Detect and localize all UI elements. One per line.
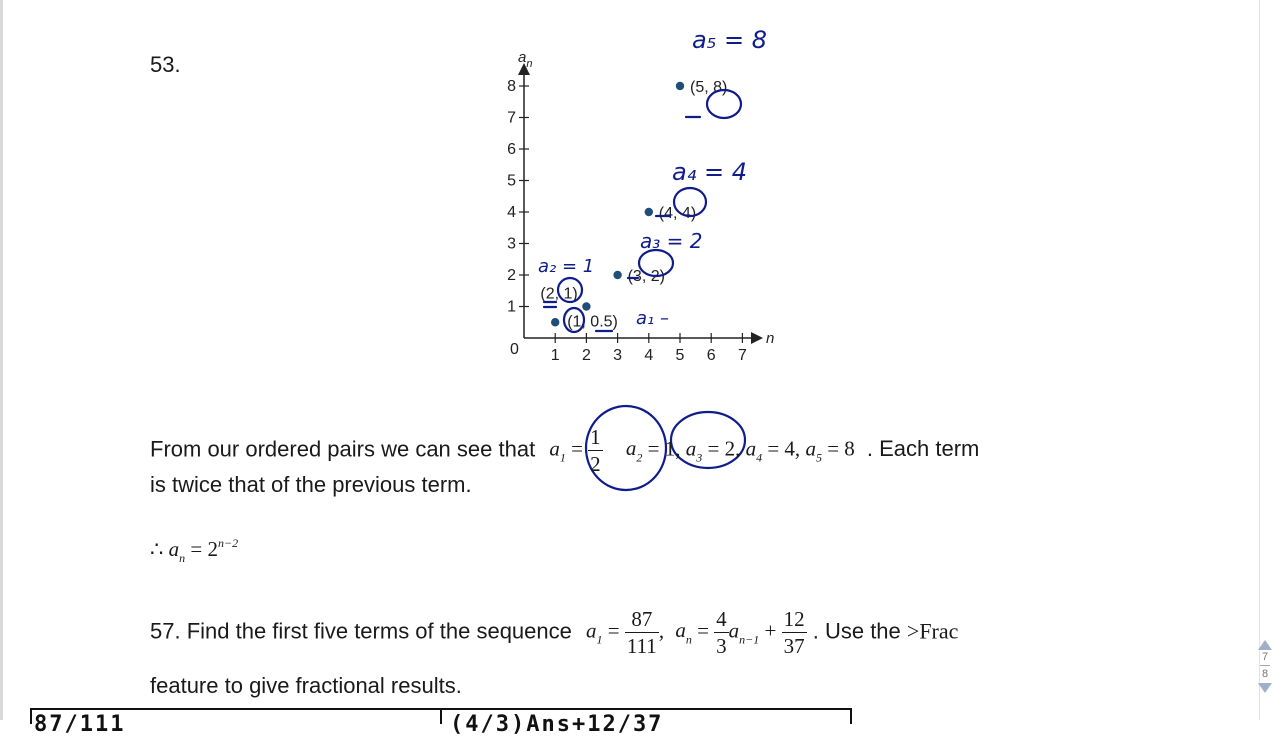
term-list: $a_1$ = $\frac{1}{2}$ $a_2 = 1$, $a_3 = 2$, $a_4 = 4$, $a_5 = 8$ <box>549 425 855 476</box>
page-up-icon[interactable] <box>1258 640 1272 650</box>
y-tick-label: 7 <box>507 109 516 127</box>
x-tick-label: 1 <box>550 347 560 364</box>
x-tick-label: 6 <box>706 347 716 364</box>
y-tick-label: 2 <box>507 267 516 284</box>
data-point-label: (1, 0.5) <box>567 313 618 331</box>
data-point-label: (2, 1) <box>540 285 578 303</box>
calculator-divider <box>440 710 442 724</box>
problem-53-intro-text: From our ordered pairs we can see that <box>150 436 536 462</box>
data-point-label: (5, 8) <box>690 79 728 96</box>
problem-53-number: 53. <box>150 52 181 77</box>
problem-57-text-line-2: feature to give fractional results. <box>150 673 462 698</box>
y-tick-label: 3 <box>507 235 516 253</box>
x-axis-title: n <box>766 330 775 347</box>
fraction-12-over-37: $\frac{12}{37}$ <box>783 607 805 658</box>
y-tick-label: 8 <box>507 78 516 95</box>
current-page: 7 <box>1261 651 1269 663</box>
page-navigator <box>1254 638 1276 714</box>
annotation-a4: a₄ = 4 <box>672 158 747 186</box>
data-point <box>676 82 684 90</box>
calculator-right-entry: (4/3)Ans+12/37 <box>450 712 664 737</box>
annotation-a5: a₅ = 8 <box>692 26 767 54</box>
data-point <box>582 302 590 310</box>
page-separator <box>1260 665 1270 666</box>
problem-53-text-line-2: is twice that of the previous term. <box>150 472 472 497</box>
annotation-a3: a₃ = 2 <box>640 229 703 253</box>
x-tick-label: 4 <box>644 347 654 364</box>
origin-label: 0 <box>510 341 519 358</box>
x-tick-label: 3 <box>613 347 623 364</box>
data-point <box>613 271 621 279</box>
problem-57-text-after: . Use the <box>812 618 901 644</box>
data-point <box>645 208 653 216</box>
x-tick-label: 7 <box>737 347 747 364</box>
annotation-a2: a₂ = 1 <box>538 256 595 277</box>
problem-57-intro-text: 57. Find the first five terms of the sequence <box>150 618 572 644</box>
calculator-screen-strip <box>30 708 852 737</box>
total-pages: 8 <box>1261 668 1269 680</box>
calculator-left-entry: 87/111 <box>34 712 126 737</box>
x-tick-label: 2 <box>581 347 591 364</box>
data-point-label: (3, 2) <box>627 268 665 285</box>
sequence-scatter-chart <box>490 40 790 370</box>
general-term-formula: ∴ $a_n = 2^{n-2}$ <box>150 536 239 565</box>
fraction-87-over-111: $\frac{87}{111}$ <box>626 607 657 658</box>
recursive-definition: $a_1$ = $\frac{87}{111}$ , $a_n$ = $\frac{4}{3}$ $a_{n-1}$ + $\frac{12}{37}$ <box>586 607 805 658</box>
data-point-label: (4, 4) <box>658 205 697 222</box>
y-axis-title: $a_n$ <box>518 49 533 70</box>
y-tick-label: 6 <box>507 141 516 158</box>
y-tick-label: 5 <box>507 172 516 190</box>
y-tick-label: 1 <box>507 298 516 316</box>
page-left-edge <box>0 0 3 720</box>
problem-53-text-line-1 <box>150 424 979 477</box>
page-right-edge <box>1259 0 1260 720</box>
problem-53-text-end: . Each term <box>866 436 980 462</box>
problem-57-text-line-1 <box>150 606 958 659</box>
fraction-4-over-3: $\frac{4}{3}$ <box>716 607 727 658</box>
page-down-icon[interactable] <box>1258 683 1272 693</box>
fraction-one-half: $\frac{1}{2}$ <box>590 425 601 476</box>
x-tick-label: 5 <box>675 347 685 364</box>
data-point <box>551 318 559 326</box>
annotation-a1: a₁ – <box>636 308 669 329</box>
frac-feature-name: >Frac <box>906 618 959 644</box>
y-tick-label: 4 <box>507 204 516 221</box>
